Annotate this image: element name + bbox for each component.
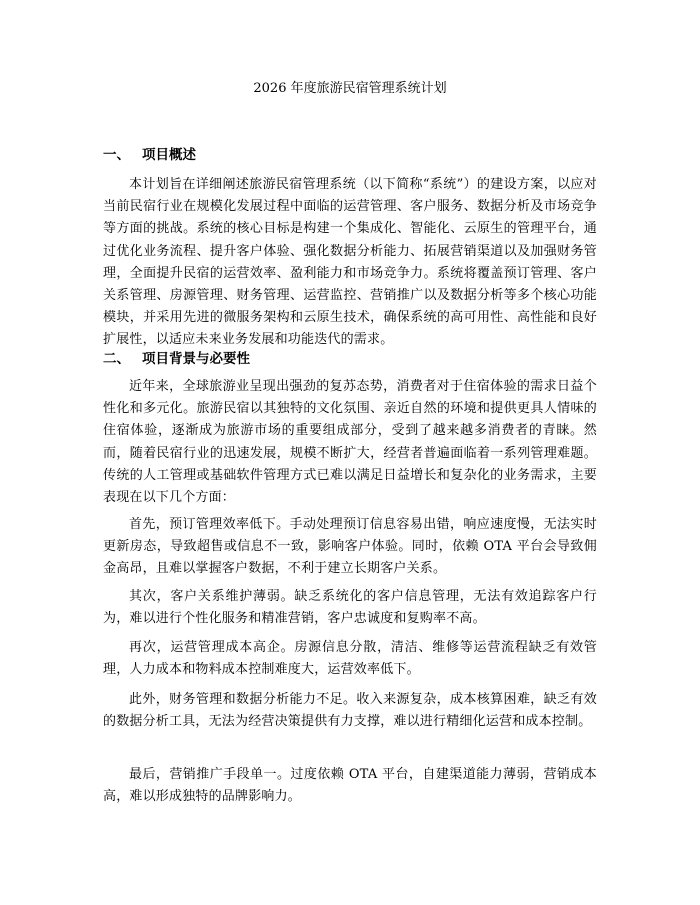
section-title: 项目概述 [142, 147, 196, 163]
document-title: 2026 年度旅游民宿管理系统计划 [253, 81, 447, 96]
section-title: 项目背景与必要性 [142, 351, 250, 367]
paragraph-marketing-issue: 最后，营销推广手段单一。过度依赖 OTA 平台，自建渠道能力薄弱，营销成本高，难以形成独特的品牌影响力。 [103, 767, 597, 805]
section-number: 二、 [103, 351, 130, 367]
paragraph-overview: 本计划旨在详细阐述旅游民宿管理系统（以下简称“系统”）的建设方案，以应对当前民宿行业在规模化发展过程中面临的运营管理、客户服务、数据分析及市场竞争等方面的挑战。系统的核心目标是构建一个集成化、智能化、云原生的管理平台，通过优化业务流程、提升客户体验、强化数据分析能力、拓展营销渠道以及加强财务管理，全面提升民宿的运营效率、盈利能力和市场竞争力。系统将覆盖预订管理、客户关系管理、房源管理、财务管理、运营监控、营销推广以及数据分析等多个核心功能模块，并采用先进的微服务架构和云原生技术，确保系统的高可用性、高性能和良好扩展性，以适应未来业务发展和功能迭代的需求。 [103, 177, 597, 348]
section-number: 一、 [103, 147, 130, 163]
paragraph-background-intro: 近年来，全球旅游业呈现出强劲的复苏态势，消费者对于住宿体验的需求日益个性化和多元化。旅游民宿以其独特的文化氛围、亲近自然的环境和提供更具人情味的住宿体验，逐渐成为旅游市场的重要组成部分，受到了越来越多消费者的青睐。然而，随着民宿行业的迅速发展，规模不断扩大，经营者普遍面临着一系列管理难题。传统的人工管理或基础软件管理方式已难以满足日益增长和复杂化的业务需求，主要表现在以下几个方面： [103, 379, 597, 506]
section-heading-background [103, 350, 597, 368]
paragraph-operation-issue: 再次，运营管理成本高企。房源信息分散，清洁、维修等运营流程缺乏有效管理，人力成本和物料成本控制难度大，运营效率低下。 [103, 640, 597, 678]
paragraph-finance-issue: 此外，财务管理和数据分析能力不足。收入来源复杂，成本核算困难，缺乏有效的数据分析工具，无法为经营决策提供有力支撑，难以进行精细化运营和成本控制。 [103, 692, 597, 730]
section-heading-overview [103, 146, 597, 164]
paragraph-customer-issue: 其次，客户关系维护薄弱。缺乏系统化的客户信息管理，无法有效追踪客户行为，难以进行个性化服务和精准营销，客户忠诚度和复购率不高。 [103, 589, 597, 627]
paragraph-booking-issue: 首先，预订管理效率低下。手动处理预订信息容易出错，响应速度慢，无法实时更新房态，导致超售或信息不一致，影响客户体验。同时，依赖 OTA 平台会导致佣金高昂，且难以掌握客户数据，不利于建立长期客户关系。 [103, 517, 597, 577]
